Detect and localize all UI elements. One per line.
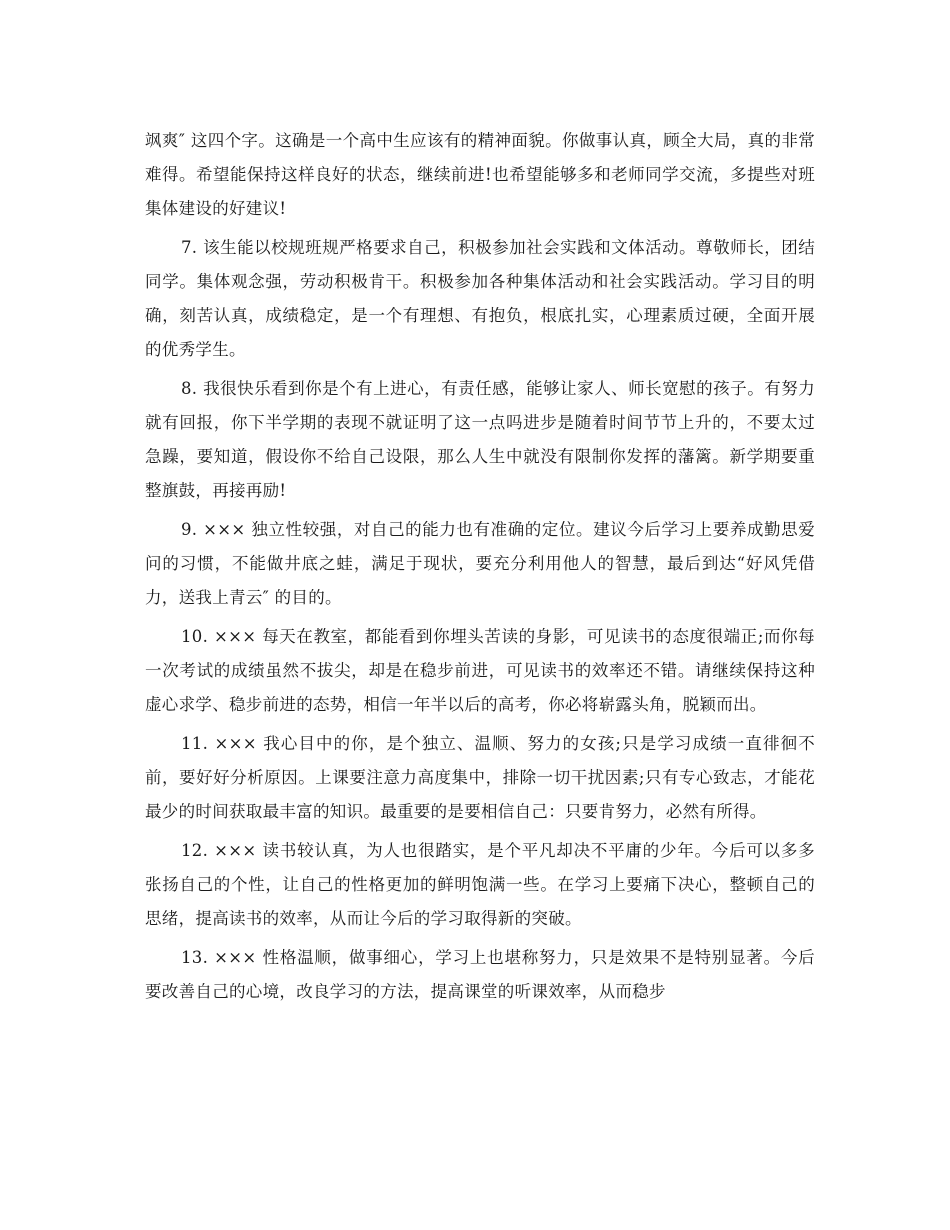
paragraph-comment-9: 9. ××× 独立性较强，对自己的能力也有准确的定位。建议今后学习上要养成勤思爱问的习惯，不能做井底之蛙，满足于现状，要充分利用他人的智慧，最后到达“好风凭借力，送我上青云″ 的目的。: [145, 520, 815, 607]
document-body: [145, 124, 815, 1014]
paragraph-comment-10: 10. ××× 每天在教室，都能看到你埋头苦读的身影，可见读书的态度很端正;而你每一次考试的成绩虽然不拔尖，却是在稳步前进，可见读书的效率还不错。请继续保持这种虚心求学、稳步前进的态势，相信一年半以后的高考，你必将崭露头角，脱颖而出。: [145, 627, 815, 714]
paragraph-comment-12: 12. ××× 读书较认真，为人也很踏实，是个平凡却决不平庸的少年。今后可以多多张扬自己的个性，让自己的性格更加的鲜明饱满一些。在学习上要痛下决心，整顿自己的思绪，提高读书的效率，从而让今后的学习取得新的突破。: [145, 841, 815, 928]
paragraph-continuation: 飒爽″ 这四个字。这确是一个高中生应该有的精神面貌。你做事认真，顾全大局，真的非常难得。希望能保持这样良好的状态，继续前进!也希望能够多和老师同学交流，多提些对班集体建设的好建议!: [145, 131, 815, 218]
paragraph-comment-13: 13. ××× 性格温顺，做事细心，学习上也堪称努力，只是效果不是特别显著。今后要改善自己的心境，改良学习的方法，提高课堂的听课效率，从而稳步: [145, 948, 815, 1001]
paragraph-comment-11: 11. ××× 我心目中的你，是个独立、温顺、努力的女孩;只是学习成绩一直徘徊不前，要好好分析原因。上课要注意力高度集中，排除一切干扰因素;只有专心致志，才能花最少的时间获取最丰富的知识。最重要的是要相信自己：只要肯努力，必然有所得。: [145, 734, 815, 821]
paragraph-comment-8: 8. 我很快乐看到你是个有上进心，有责任感，能够让家人、师长宽慰的孩子。有努力就有回报，你下半学期的表现不就证明了这一点吗进步是随着时间节节上升的，不要太过急躁，要知道，假设你不给自己设限，那么人生中就没有限制你发挥的藩篱。新学期要重整旗鼓，再接再励!: [145, 379, 815, 500]
paragraph-comment-7: 7. 该生能以校规班规严格要求自己，积极参加社会实践和文体活动。尊敬师长，团结同学。集体观念强，劳动积极肯干。积极参加各种集体活动和社会实践活动。学习目的明确，刻苦认真，成绩稳定，是一个有理想、有抱负，根底扎实，心理素质过硬，全面开展的优秀学生。: [145, 238, 815, 359]
